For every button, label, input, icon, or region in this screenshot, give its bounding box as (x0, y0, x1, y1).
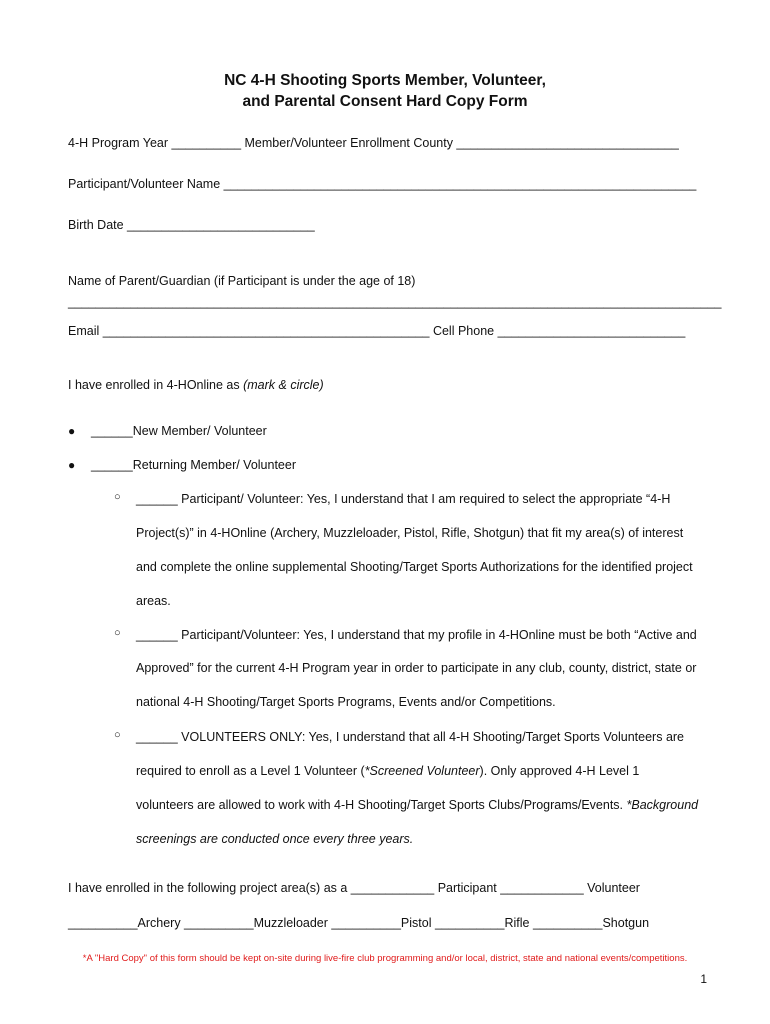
enrolled-as-statement (68, 377, 324, 393)
participant-project-consent-line-3: and complete the online supplemental Shooting/Target Sports Authorizations for the identified project (136, 560, 693, 574)
returning-member-option[interactable]: ______Returning Member/ Volunteer (91, 458, 296, 472)
level1-text-c: ). Only approved 4-H Level 1 (479, 764, 640, 778)
active-approved-consent-line-1[interactable]: ______ Participant/Volunteer: Yes, I understand that my profile in 4-HOnline must be both “Active and (136, 628, 697, 642)
volunteers-only-consent-line-4 (136, 831, 413, 847)
program-year-county-field[interactable]: 4-H Program Year __________ Member/Volunteer Enrollment County ________________________________ (68, 136, 679, 150)
volunteers-only-consent-line-2 (136, 763, 639, 779)
hard-copy-footnote: *A "Hard Copy" of this form should be kept on-site during live-fire club programming and/or local, district, state and national events/competitions. (82, 953, 688, 964)
birth-date-field[interactable]: Birth Date ___________________________ (68, 218, 315, 232)
active-approved-consent-line-2: Approved” for the current 4-H Program year in order to participate in any club, county, district, state or (136, 661, 697, 675)
participant-name-field[interactable]: Participant/Volunteer Name ____________________________________________________________________ (68, 177, 697, 191)
mark-circle-instruction: (mark & circle) (243, 378, 324, 392)
email-phone-field[interactable]: Email _______________________________________________ Cell Phone ___________________________ (68, 324, 686, 338)
parent-guardian-label: Name of Parent/Guardian (if Participant is under the age of 18) (68, 274, 416, 288)
volunteers-only-consent-line-1[interactable]: ______ VOLUNTEERS ONLY: Yes, I understand that all 4-H Shooting/Target Sports Volunteers are (136, 730, 685, 744)
title-line-2: and Parental Consent Hard Copy Form (242, 93, 528, 110)
level1-text-a: required to enroll as a Level 1 Volunteer ( (136, 764, 365, 778)
screened-volunteer-text: *Screened Volunteer (364, 764, 480, 778)
parent-guardian-field[interactable]: ______________________________________________________________________________________________ (68, 295, 722, 309)
bullet-icon: ● (68, 424, 76, 438)
project-role-field[interactable]: I have enrolled in the following project area(s) as a ____________ Participant ____________ Volunteer (68, 881, 640, 895)
participant-project-consent-line-4: areas. (136, 594, 171, 608)
background-text: *Background (626, 798, 699, 812)
page-title (0, 70, 770, 112)
page-number: 1 (700, 972, 707, 986)
participant-project-consent-line-1[interactable]: ______ Participant/ Volunteer: Yes, I understand that I am required to select the appropriate “4-H (136, 492, 671, 506)
active-approved-consent-line-3: national 4-H Shooting/Target Sports Programs, Events and/or Competitions. (136, 695, 556, 709)
screenings-note: screenings are conducted once every three years. (136, 832, 414, 846)
title-line-1: NC 4-H Shooting Sports Member, Volunteer, (224, 72, 546, 89)
bullet-icon: ● (68, 458, 76, 472)
participant-project-consent-line-2: Project(s)” in 4-HOnline (Archery, Muzzleloader, Pistol, Rifle, Shotgun) that fit my area(s) of interest (136, 526, 684, 540)
hollow-bullet-icon: ○ (114, 627, 121, 639)
volunteers-only-consent-line-3 (136, 797, 698, 813)
enrolled-as-prefix: I have enrolled in 4-HOnline as (68, 378, 244, 392)
hollow-bullet-icon: ○ (114, 491, 121, 503)
approved-volunteers-text: volunteers are allowed to work with 4-H Shooting/Target Sports Clubs/Programs/Events. (136, 798, 627, 812)
project-areas-field[interactable]: __________Archery __________Muzzleloader __________Pistol __________Rifle __________Shotgun (68, 916, 650, 930)
new-member-option[interactable]: ______New Member/ Volunteer (91, 424, 267, 438)
hollow-bullet-icon: ○ (114, 729, 121, 741)
